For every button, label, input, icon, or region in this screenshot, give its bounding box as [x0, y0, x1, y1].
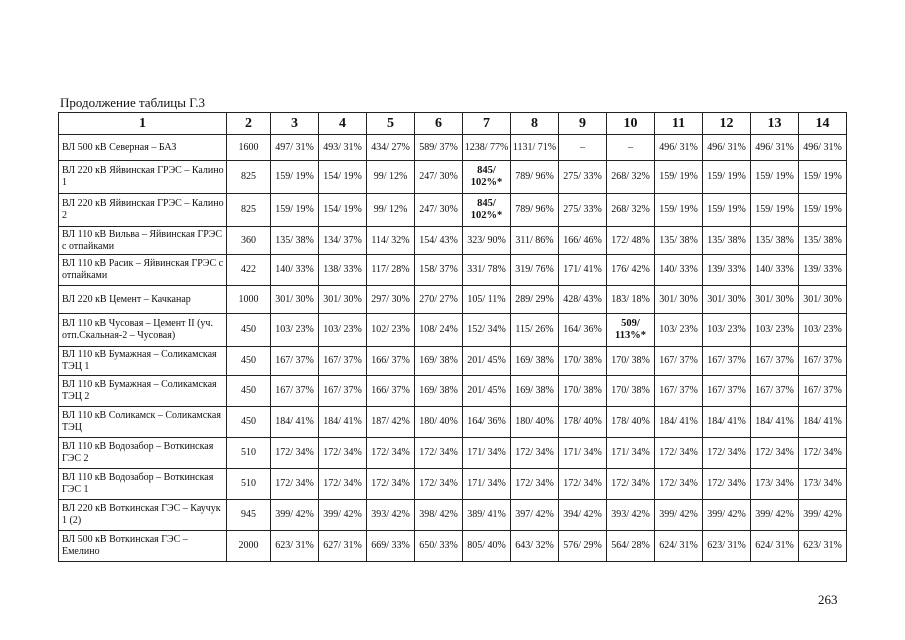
value-cell: 167/ 37% [655, 347, 703, 376]
value-cell: 172/ 34% [319, 438, 367, 469]
value-cell: 166/ 37% [367, 347, 415, 376]
value-cell: 154/ 43% [415, 227, 463, 255]
value-cell: 169/ 38% [511, 376, 559, 407]
value-cell: 311/ 86% [511, 227, 559, 255]
value-cell: 184/ 41% [799, 407, 847, 438]
value-cell: 789/ 96% [511, 194, 559, 227]
value-cell: 105/ 11% [463, 286, 511, 314]
value-cell: 1131/ 71% [511, 135, 559, 161]
line-name-cell: ВЛ 110 кВ Вильва – Яйвинская ГРЭС с отпайками [59, 227, 227, 255]
value-cell: 154/ 19% [319, 194, 367, 227]
value-cell: 172/ 34% [511, 438, 559, 469]
value-cell: 170/ 38% [559, 347, 607, 376]
value-cell: 393/ 42% [607, 500, 655, 531]
value-cell: 1000 [227, 286, 271, 314]
value-cell: 139/ 33% [799, 255, 847, 286]
value-cell: 167/ 37% [751, 347, 799, 376]
column-header: 1 [59, 113, 227, 135]
value-cell: 167/ 37% [319, 347, 367, 376]
value-cell: 114/ 32% [367, 227, 415, 255]
value-cell: 428/ 43% [559, 286, 607, 314]
value-cell: 247/ 30% [415, 161, 463, 194]
value-cell: 171/ 34% [463, 438, 511, 469]
value-cell: 394/ 42% [559, 500, 607, 531]
table-row [59, 469, 847, 500]
line-name-cell: ВЛ 110 кВ Расик – Яйвинская ГРЭС с отпайками [59, 255, 227, 286]
value-cell: 159/ 19% [655, 194, 703, 227]
value-cell: 103/ 23% [799, 314, 847, 347]
value-cell: 301/ 30% [271, 286, 319, 314]
value-cell: 509/ 113%* [607, 314, 655, 347]
value-cell: 115/ 26% [511, 314, 559, 347]
value-cell: 171/ 41% [559, 255, 607, 286]
value-cell: 172/ 34% [415, 438, 463, 469]
value-cell: 135/ 38% [799, 227, 847, 255]
value-cell: 173/ 34% [751, 469, 799, 500]
table-row [59, 286, 847, 314]
table-row [59, 531, 847, 562]
value-cell: 172/ 34% [367, 438, 415, 469]
header-row [59, 113, 847, 135]
value-cell: 167/ 37% [319, 376, 367, 407]
value-cell: 331/ 78% [463, 255, 511, 286]
value-cell: 275/ 33% [559, 161, 607, 194]
value-cell: 184/ 41% [271, 407, 319, 438]
column-header: 6 [415, 113, 463, 135]
value-cell: 170/ 38% [559, 376, 607, 407]
value-cell: 496/ 31% [703, 135, 751, 161]
value-cell: 172/ 34% [319, 469, 367, 500]
value-cell: – [607, 135, 655, 161]
table-row [59, 227, 847, 255]
table-row [59, 194, 847, 227]
value-cell: 103/ 23% [703, 314, 751, 347]
value-cell: 510 [227, 469, 271, 500]
value-cell: 650/ 33% [415, 531, 463, 562]
value-cell: 135/ 38% [751, 227, 799, 255]
value-cell: 624/ 31% [751, 531, 799, 562]
value-cell: 496/ 31% [751, 135, 799, 161]
value-cell: 627/ 31% [319, 531, 367, 562]
table-row [59, 161, 847, 194]
value-cell: 167/ 37% [703, 376, 751, 407]
value-cell: 167/ 37% [703, 347, 751, 376]
value-cell: 275/ 33% [559, 194, 607, 227]
value-cell: 789/ 96% [511, 161, 559, 194]
value-cell: 301/ 30% [751, 286, 799, 314]
value-cell: 172/ 34% [655, 469, 703, 500]
table-row [59, 135, 847, 161]
value-cell: 171/ 34% [463, 469, 511, 500]
table-row [59, 500, 847, 531]
value-cell: 825 [227, 161, 271, 194]
value-cell: 176/ 42% [607, 255, 655, 286]
value-cell: 159/ 19% [799, 161, 847, 194]
value-cell: 99/ 12% [367, 194, 415, 227]
value-cell: 576/ 29% [559, 531, 607, 562]
value-cell: 140/ 33% [271, 255, 319, 286]
value-cell: 201/ 45% [463, 376, 511, 407]
value-cell: – [559, 135, 607, 161]
value-cell: 496/ 31% [655, 135, 703, 161]
value-cell: 139/ 33% [703, 255, 751, 286]
value-cell: 172/ 34% [751, 438, 799, 469]
value-cell: 171/ 34% [607, 438, 655, 469]
value-cell: 172/ 34% [799, 438, 847, 469]
value-cell: 184/ 41% [319, 407, 367, 438]
column-header: 9 [559, 113, 607, 135]
column-header: 4 [319, 113, 367, 135]
value-cell: 393/ 42% [367, 500, 415, 531]
value-cell: 2000 [227, 531, 271, 562]
value-cell: 103/ 23% [319, 314, 367, 347]
line-name-cell: ВЛ 220 кВ Воткинская ГЭС – Каучук 1 (2) [59, 500, 227, 531]
column-header: 11 [655, 113, 703, 135]
value-cell: 183/ 18% [607, 286, 655, 314]
value-cell: 323/ 90% [463, 227, 511, 255]
value-cell: 319/ 76% [511, 255, 559, 286]
table-row [59, 376, 847, 407]
value-cell: 154/ 19% [319, 161, 367, 194]
value-cell: 167/ 37% [799, 347, 847, 376]
value-cell: 103/ 23% [655, 314, 703, 347]
column-header: 7 [463, 113, 511, 135]
value-cell: 166/ 46% [559, 227, 607, 255]
value-cell: 178/ 40% [607, 407, 655, 438]
value-cell: 164/ 36% [559, 314, 607, 347]
value-cell: 184/ 41% [655, 407, 703, 438]
line-name-cell: ВЛ 220 кВ Яйвинская ГРЭС – Калино 1 [59, 161, 227, 194]
value-cell: 172/ 34% [415, 469, 463, 500]
value-cell: 805/ 40% [463, 531, 511, 562]
value-cell: 159/ 19% [799, 194, 847, 227]
value-cell: 135/ 38% [703, 227, 751, 255]
load-table [58, 112, 847, 562]
table-row [59, 314, 847, 347]
value-cell: 399/ 42% [703, 500, 751, 531]
value-cell: 825 [227, 194, 271, 227]
value-cell: 99/ 12% [367, 161, 415, 194]
value-cell: 108/ 24% [415, 314, 463, 347]
value-cell: 399/ 42% [751, 500, 799, 531]
line-name-cell: ВЛ 110 кВ Бумажная – Соликамская ТЭЦ 2 [59, 376, 227, 407]
line-name-cell: ВЛ 110 кВ Водозабор – Воткинская ГЭС 1 [59, 469, 227, 500]
column-header: 3 [271, 113, 319, 135]
value-cell: 268/ 32% [607, 161, 655, 194]
value-cell: 399/ 42% [319, 500, 367, 531]
value-cell: 167/ 37% [271, 376, 319, 407]
value-cell: 134/ 37% [319, 227, 367, 255]
value-cell: 178/ 40% [559, 407, 607, 438]
value-cell: 159/ 19% [751, 161, 799, 194]
value-cell: 159/ 19% [271, 194, 319, 227]
value-cell: 510 [227, 438, 271, 469]
value-cell: 172/ 34% [703, 469, 751, 500]
value-cell: 945 [227, 500, 271, 531]
value-cell: 301/ 30% [799, 286, 847, 314]
value-cell: 845/ 102%* [463, 161, 511, 194]
value-cell: 167/ 37% [751, 376, 799, 407]
value-cell: 166/ 37% [367, 376, 415, 407]
value-cell: 184/ 41% [751, 407, 799, 438]
line-name-cell: ВЛ 110 кВ Бумажная – Соликамская ТЭЦ 1 [59, 347, 227, 376]
value-cell: 399/ 42% [655, 500, 703, 531]
value-cell: 301/ 30% [703, 286, 751, 314]
value-cell: 170/ 38% [607, 376, 655, 407]
value-cell: 450 [227, 314, 271, 347]
line-name-cell: ВЛ 220 кВ Цемент – Качканар [59, 286, 227, 314]
value-cell: 172/ 34% [271, 438, 319, 469]
value-cell: 297/ 30% [367, 286, 415, 314]
value-cell: 623/ 31% [703, 531, 751, 562]
value-cell: 184/ 41% [703, 407, 751, 438]
value-cell: 450 [227, 376, 271, 407]
value-cell: 397/ 42% [511, 500, 559, 531]
table-row [59, 255, 847, 286]
value-cell: 135/ 38% [655, 227, 703, 255]
value-cell: 564/ 28% [607, 531, 655, 562]
value-cell: 169/ 38% [511, 347, 559, 376]
value-cell: 270/ 27% [415, 286, 463, 314]
value-cell: 589/ 37% [415, 135, 463, 161]
column-header: 8 [511, 113, 559, 135]
line-name-cell: ВЛ 110 кВ Соликамск – Соликамская ТЭЦ [59, 407, 227, 438]
value-cell: 187/ 42% [367, 407, 415, 438]
value-cell: 167/ 37% [799, 376, 847, 407]
value-cell: 301/ 30% [655, 286, 703, 314]
value-cell: 172/ 34% [559, 469, 607, 500]
value-cell: 172/ 34% [655, 438, 703, 469]
value-cell: 172/ 48% [607, 227, 655, 255]
line-name-cell: ВЛ 500 кВ Северная – БАЗ [59, 135, 227, 161]
value-cell: 450 [227, 407, 271, 438]
value-cell: 496/ 31% [799, 135, 847, 161]
table-row [59, 438, 847, 469]
value-cell: 623/ 31% [799, 531, 847, 562]
value-cell: 422 [227, 255, 271, 286]
value-cell: 159/ 19% [655, 161, 703, 194]
value-cell: 140/ 33% [655, 255, 703, 286]
value-cell: 399/ 42% [271, 500, 319, 531]
value-cell: 268/ 32% [607, 194, 655, 227]
value-cell: 138/ 33% [319, 255, 367, 286]
value-cell: 434/ 27% [367, 135, 415, 161]
line-name-cell: ВЛ 110 кВ Водозабор – Воткинская ГЭС 2 [59, 438, 227, 469]
value-cell: 301/ 30% [319, 286, 367, 314]
page-number: 263 [818, 592, 838, 607]
value-cell: 450 [227, 347, 271, 376]
value-cell: 164/ 36% [463, 407, 511, 438]
value-cell: 172/ 34% [607, 469, 655, 500]
value-cell: 497/ 31% [271, 135, 319, 161]
value-cell: 180/ 40% [511, 407, 559, 438]
value-cell: 624/ 31% [655, 531, 703, 562]
value-cell: 289/ 29% [511, 286, 559, 314]
value-cell: 398/ 42% [415, 500, 463, 531]
value-cell: 845/ 102%* [463, 194, 511, 227]
value-cell: 399/ 42% [799, 500, 847, 531]
line-name-cell: ВЛ 110 кВ Чусовая – Цемент II (уч. отп.Скальная-2 – Чусовая) [59, 314, 227, 347]
value-cell: 172/ 34% [271, 469, 319, 500]
table-caption: Продолжение таблицы Г.3 [60, 95, 206, 110]
value-cell: 158/ 37% [415, 255, 463, 286]
value-cell: 170/ 38% [607, 347, 655, 376]
value-cell: 169/ 38% [415, 347, 463, 376]
value-cell: 172/ 34% [367, 469, 415, 500]
value-cell: 135/ 38% [271, 227, 319, 255]
column-header: 12 [703, 113, 751, 135]
value-cell: 152/ 34% [463, 314, 511, 347]
column-header: 14 [799, 113, 847, 135]
value-cell: 643/ 32% [511, 531, 559, 562]
value-cell: 493/ 31% [319, 135, 367, 161]
line-name-cell: ВЛ 220 кВ Яйвинская ГРЭС – Калино 2 [59, 194, 227, 227]
value-cell: 159/ 19% [703, 194, 751, 227]
value-cell: 172/ 34% [511, 469, 559, 500]
table-row [59, 407, 847, 438]
value-cell: 159/ 19% [703, 161, 751, 194]
value-cell: 171/ 34% [559, 438, 607, 469]
column-header: 10 [607, 113, 655, 135]
value-cell: 247/ 30% [415, 194, 463, 227]
value-cell: 1600 [227, 135, 271, 161]
table-body [59, 135, 847, 562]
value-cell: 389/ 41% [463, 500, 511, 531]
value-cell: 201/ 45% [463, 347, 511, 376]
value-cell: 102/ 23% [367, 314, 415, 347]
value-cell: 167/ 37% [655, 376, 703, 407]
value-cell: 159/ 19% [751, 194, 799, 227]
value-cell: 669/ 33% [367, 531, 415, 562]
value-cell: 169/ 38% [415, 376, 463, 407]
value-cell: 159/ 19% [271, 161, 319, 194]
value-cell: 360 [227, 227, 271, 255]
value-cell: 167/ 37% [271, 347, 319, 376]
value-cell: 172/ 34% [703, 438, 751, 469]
value-cell: 1238/ 77% [463, 135, 511, 161]
column-header: 13 [751, 113, 799, 135]
value-cell: 173/ 34% [799, 469, 847, 500]
value-cell: 140/ 33% [751, 255, 799, 286]
line-name-cell: ВЛ 500 кВ Воткинская ГЭС – Емелино [59, 531, 227, 562]
value-cell: 117/ 28% [367, 255, 415, 286]
table-row [59, 347, 847, 376]
column-header: 2 [227, 113, 271, 135]
value-cell: 180/ 40% [415, 407, 463, 438]
value-cell: 103/ 23% [271, 314, 319, 347]
value-cell: 623/ 31% [271, 531, 319, 562]
value-cell: 103/ 23% [751, 314, 799, 347]
column-header: 5 [367, 113, 415, 135]
